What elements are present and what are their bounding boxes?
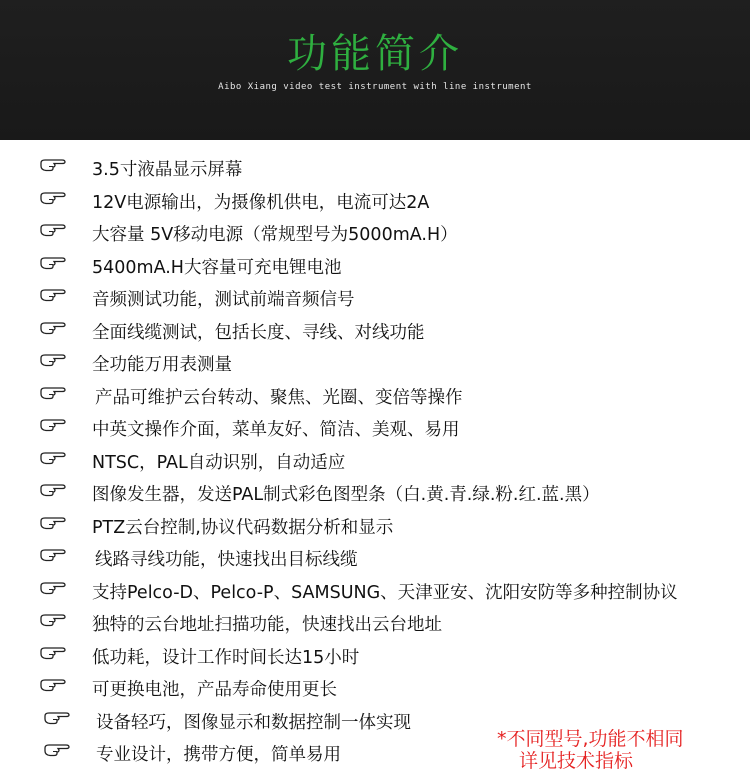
feature-item xyxy=(0,381,750,414)
pointing-hand-icon xyxy=(40,417,66,433)
model-note xyxy=(497,728,684,772)
feature-item xyxy=(0,608,750,641)
pointing-hand-icon xyxy=(40,547,66,563)
feature-item xyxy=(0,478,750,511)
pointing-hand-icon xyxy=(40,190,66,206)
pointing-hand-icon xyxy=(40,352,66,368)
pointing-hand-icon xyxy=(40,222,66,238)
pointing-hand-icon xyxy=(40,450,66,466)
note-line-2: 详见技术指标 xyxy=(519,750,634,772)
feature-text: 大容量 5V移动电源（常规型号为5000mA.H） xyxy=(92,225,458,245)
feature-text: 音频测试功能，测试前端音频信号 xyxy=(92,290,355,310)
feature-item xyxy=(0,316,750,349)
pointing-hand-icon xyxy=(40,385,66,401)
feature-item xyxy=(0,511,750,544)
feature-item xyxy=(0,186,750,219)
feature-text: NTSC，PAL自动识别，自动适应 xyxy=(92,452,346,473)
feature-text: 5400mA.H大容量可充电锂电池 xyxy=(92,257,342,278)
feature-text: 图像发生器，发送PAL制式彩色图型条（白.黄.青.绿.粉.红.蓝.黑） xyxy=(92,485,600,505)
pointing-hand-icon xyxy=(40,320,66,336)
feature-text: 设备轻巧，图像显示和数据控制一体实现 xyxy=(96,712,411,733)
feature-list xyxy=(0,153,750,771)
feature-item xyxy=(0,153,750,186)
feature-text: 12V电源输出，为摄像机供电，电流可达2A xyxy=(92,192,430,213)
feature-text: PTZ云台控制,协议代码数据分析和显示 xyxy=(92,517,394,538)
feature-item xyxy=(0,251,750,284)
feature-text: 全面线缆测试，包括长度、寻线、对线功能 xyxy=(92,322,425,343)
header-banner xyxy=(0,0,750,140)
pointing-hand-icon xyxy=(44,710,70,726)
feature-text: 支持Pelco-D、Pelco-P、SAMSUNG、天津亚安、沈阳安防等多种控制协议 xyxy=(92,582,678,603)
feature-text: 3.5寸液晶显示屏幕 xyxy=(92,160,243,180)
feature-text: 专业设计，携带方便，简单易用 xyxy=(96,745,341,765)
pointing-hand-icon xyxy=(44,742,70,758)
feature-item xyxy=(0,446,750,479)
pointing-hand-icon xyxy=(40,677,66,693)
feature-item xyxy=(0,576,750,609)
pointing-hand-icon xyxy=(40,255,66,271)
feature-text: 独特的云台地址扫描功能，快速找出云台地址 xyxy=(92,615,442,635)
note-line-1: *不同型号,功能不相同 xyxy=(497,728,684,750)
pointing-hand-icon xyxy=(40,515,66,531)
feature-text: 中英文操作介面，菜单友好、简洁、美观、易用 xyxy=(92,420,460,440)
pointing-hand-icon xyxy=(40,482,66,498)
feature-item xyxy=(0,283,750,316)
feature-item xyxy=(0,218,750,251)
pointing-hand-icon xyxy=(40,580,66,596)
feature-text: 产品可维护云台转动、聚焦、光圈、变倍等操作 xyxy=(95,387,463,408)
feature-text: 全功能万用表测量 xyxy=(92,355,232,375)
feature-item xyxy=(0,348,750,381)
feature-item xyxy=(0,673,750,706)
page-title: 功能简介 xyxy=(287,31,463,77)
feature-item xyxy=(0,543,750,576)
page-subtitle: Aibo Xiang video test instrument with line instrument xyxy=(218,82,532,92)
feature-item xyxy=(0,641,750,674)
pointing-hand-icon xyxy=(40,157,66,173)
feature-text: 低功耗，设计工作时间长达15小时 xyxy=(92,647,360,668)
pointing-hand-icon xyxy=(40,287,66,303)
pointing-hand-icon xyxy=(40,612,66,628)
pointing-hand-icon xyxy=(40,645,66,661)
feature-text: 线路寻线功能，快速找出目标线缆 xyxy=(95,550,358,570)
feature-text: 可更换电池，产品寿命使用更长 xyxy=(92,680,337,700)
feature-item xyxy=(0,413,750,446)
